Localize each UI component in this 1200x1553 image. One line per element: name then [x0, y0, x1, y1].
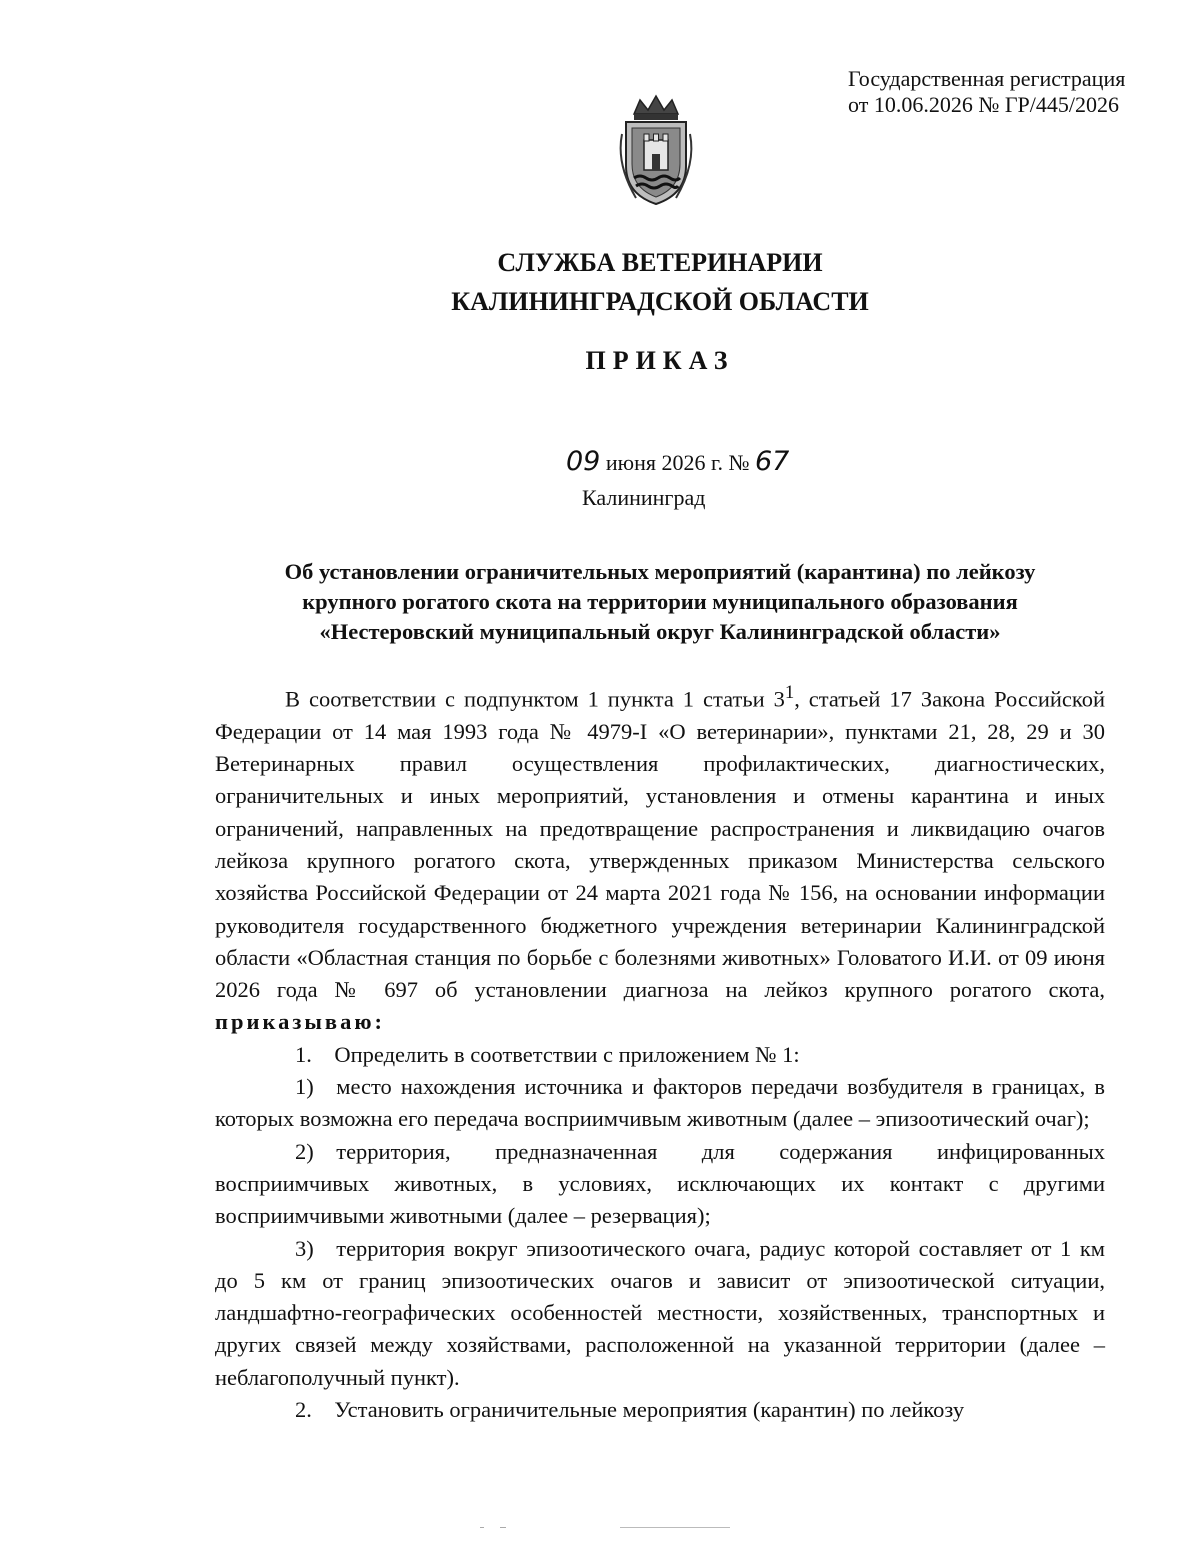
document-type: ПРИКАЗ: [585, 346, 735, 375]
preamble-text-b: , статьей 17 Закона Российской Федерации от 14 мая 1993 года № 4979-I «О ветеринарии», пунктами 21, 28, 29 и 30 Ветеринарных правил осуществления профилактических, диагностических, ограничительных и иных мероприятий, установления и отмены карантина и иных ограничений, направленных на предотвращение распространения и ликвидацию очагов лейкоза крупного рогатого скота, утвержденных приказом Министерства сельского хозяйства Российской Федерации от 24 марта 2021 года № 156, на основании информации руководителя государственного бюджетного учреждения ветеринарии Калининградской области «Областная станция по борьбе с болезнями животных» Головатого И.И. от 09 июня 2026 года № 697 об установлении диагноза на лейкоз крупного рогатого скота,: [215, 686, 1105, 1003]
subitem-3: 3) территория вокруг эпизоотического очага, радиус которой составляет от 1 км до 5 км от границ эпизоотических очагов и зависит от эпизоотической ситуации, ландшафтно-географических особенностей местности, хозяйственных, транспортных и других связей между хозяйствами, расположенной на указанной территории (далее – неблагополучный пункт).: [215, 1235, 1105, 1390]
title-line-3: «Нестеровский муниципальный округ Калининградской области»: [319, 619, 1001, 644]
organization-line-1: СЛУЖБА ВЕТЕРИНАРИИ: [497, 248, 823, 277]
city: Калининград: [582, 485, 706, 510]
item-2: 2. Установить ограничительные мероприятия (карантин) по лейкозу: [295, 1397, 965, 1423]
item-1: 1. Определить в соответствии с приложением № 1:: [295, 1041, 800, 1067]
registration-line-2: от 10.06.2026 № ГР/445/2026: [848, 92, 1119, 117]
handwritten-day: 09: [566, 446, 601, 477]
date-middle-text: июня 2026 г. №: [600, 450, 755, 475]
title-line-2: крупного рогатого скота на территории муниципального образования: [302, 589, 1018, 614]
document-title: [190, 557, 1130, 647]
order-word: приказываю:: [215, 1009, 386, 1035]
coat-of-arms-icon: [614, 94, 698, 206]
preamble-paragraph: [215, 677, 1105, 1039]
subitem-1: 1) место нахождения источника и факторов передачи возбудителя в границах, в которых возможна его передача восприимчивым животным (далее – эпизоотический очаг);: [215, 1074, 1105, 1132]
subitem-2: 2) территория, предназначенная для содержания инфицированных восприимчивых животных, в условиях, исключающих их контакт с другими восприимчивыми животными (далее – резервация);: [215, 1138, 1105, 1229]
date-number-line: [566, 446, 789, 477]
handwritten-number: 67: [755, 446, 790, 477]
preamble-superscript: 1: [784, 682, 795, 703]
registration-line-1: Государственная регистрация: [848, 66, 1126, 91]
title-line-1: Об установлении ограничительных мероприятий (карантина) по лейкозу: [284, 559, 1036, 584]
registration-stamp: [848, 66, 1168, 118]
document-body: [215, 677, 1105, 1426]
organization-name: [300, 243, 1020, 321]
preamble-text-a: В соответствии с подпунктом 1 пункта 1 статьи 3: [285, 686, 785, 712]
organization-line-2: КАЛИНИНГРАДСКОЙ ОБЛАСТИ: [451, 287, 869, 316]
scan-marks: [470, 1526, 770, 1530]
